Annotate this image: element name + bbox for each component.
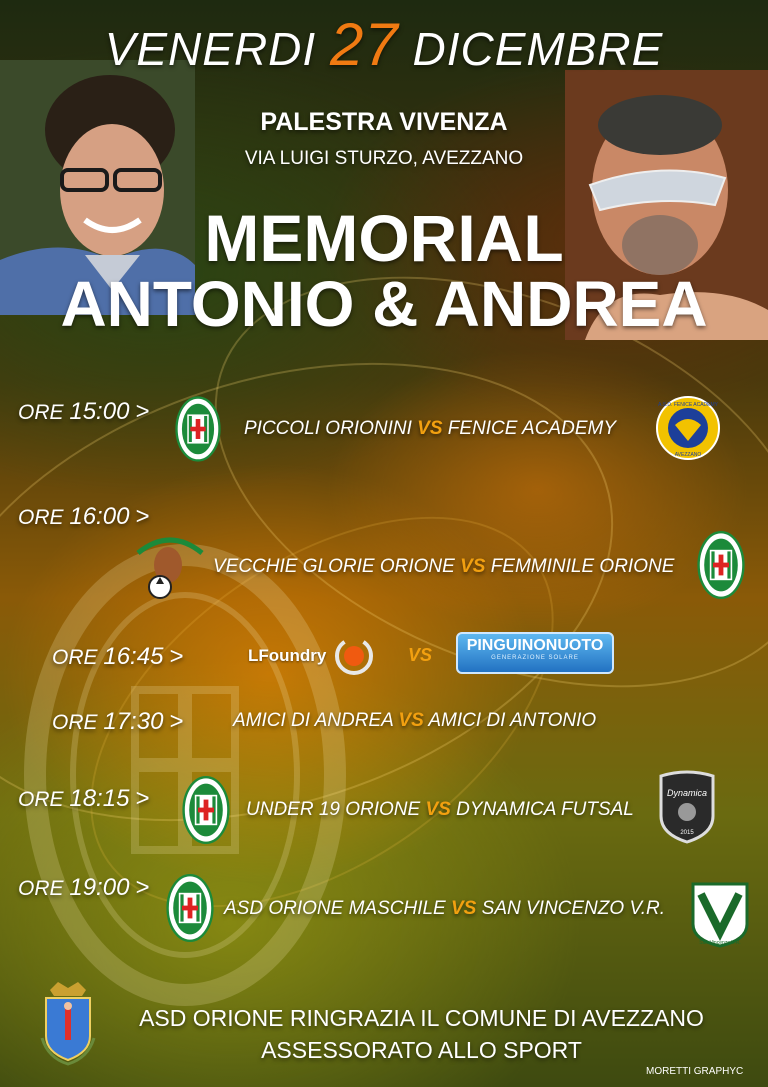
fenice-top-text: A.S.D. FENICE ACADEMY xyxy=(657,402,719,408)
match-6 xyxy=(224,898,665,920)
vs-label: VS xyxy=(408,645,433,665)
match-2 xyxy=(213,556,674,578)
match-time-5 xyxy=(18,785,149,813)
vs-label: VS xyxy=(451,898,477,919)
home-team: VECCHIE GLORIE ORIONE xyxy=(213,556,455,577)
designer-credit: MORETTI GRAPHYC xyxy=(646,1066,744,1077)
footer-department: ASSESSORATO ALLO SPORT xyxy=(261,1037,582,1063)
match-time-6 xyxy=(18,874,149,902)
lfoundry-mark-icon xyxy=(332,636,376,676)
fenice-academy-logo xyxy=(655,395,721,461)
pinguinonuoto-subtext: GENERAZIONE SOLARE xyxy=(491,655,579,661)
vecchie-glorie-logo xyxy=(130,527,210,602)
orione-logo xyxy=(166,873,214,943)
home-team: PICCOLI ORIONINI xyxy=(244,418,412,439)
time-value: 17:30 xyxy=(103,708,164,735)
away-team: FEMMINILE ORIONE xyxy=(490,556,675,577)
match-time-4 xyxy=(52,708,183,736)
match-1 xyxy=(244,418,616,440)
venue-address: VIA LUIGI STURZO, AVEZZANO xyxy=(244,148,524,169)
arrow-glyph: > xyxy=(135,503,150,530)
event-title-line1: MEMORIAL xyxy=(204,201,564,275)
dynamica-futsal-logo xyxy=(657,770,717,844)
lfoundry-logo xyxy=(248,636,376,676)
footer-thanks: ASD ORIONE RINGRAZIA IL COMUNE DI AVEZZANO xyxy=(139,1005,704,1031)
pinguinonuoto-logo xyxy=(456,632,614,674)
event-day: VENERDI xyxy=(104,23,317,75)
ore-label: ORE xyxy=(52,646,98,669)
dynamica-year-text: 2015 xyxy=(680,830,694,836)
ore-label: ORE xyxy=(18,788,64,811)
san-vincenzo-logo xyxy=(687,880,753,948)
san-vincenzo-name-text: San Vincenzo V.R. xyxy=(699,940,741,946)
vs-label: VS xyxy=(425,799,451,820)
arrow-glyph: > xyxy=(169,708,184,735)
arrow-glyph: > xyxy=(135,785,150,812)
away-team: AMICI DI ANTONIO xyxy=(428,710,597,731)
lfoundry-text: LFoundry xyxy=(248,646,327,665)
event-month: DICEMBRE xyxy=(412,23,664,75)
ore-label: ORE xyxy=(18,877,64,900)
match-5 xyxy=(246,799,634,821)
vs-label: VS xyxy=(398,710,424,731)
home-team: ASD ORIONE MASCHILE xyxy=(224,898,446,919)
home-team: UNDER 19 ORIONE xyxy=(246,799,421,820)
arrow-glyph: > xyxy=(135,874,150,901)
orione-logo xyxy=(182,775,230,845)
orione-logo xyxy=(697,530,745,600)
home-team: AMICI DI ANDREA xyxy=(233,710,394,731)
time-value: 16:00 xyxy=(69,503,130,530)
arrow-glyph: > xyxy=(169,643,184,670)
ore-label: ORE xyxy=(18,401,64,424)
time-value: 19:00 xyxy=(69,874,130,901)
away-team: FENICE ACADEMY xyxy=(447,418,616,439)
venue-name: PALESTRA VIVENZA xyxy=(260,108,508,136)
ore-label: ORE xyxy=(52,711,98,734)
dynamica-name-text: Dynamica xyxy=(666,788,708,798)
orione-logo xyxy=(175,396,221,462)
away-team: DYNAMICA FUTSAL xyxy=(456,799,634,820)
away-team: SAN VINCENZO V.R. xyxy=(481,898,665,919)
match-time-1 xyxy=(18,398,149,426)
event-date-number: 27 xyxy=(329,11,399,78)
vs-label: VS xyxy=(460,556,486,577)
time-value: 15:00 xyxy=(69,398,130,425)
time-value: 18:15 xyxy=(69,785,130,812)
match-time-3 xyxy=(52,643,183,671)
event-date xyxy=(0,10,768,79)
vs-label: VS xyxy=(417,418,443,439)
time-value: 16:45 xyxy=(103,643,164,670)
arrow-glyph: > xyxy=(135,398,150,425)
pinguinonuoto-text: PINGUINONUOTO xyxy=(466,637,604,654)
ore-label: ORE xyxy=(18,506,64,529)
fenice-bottom-text: AVEZZANO xyxy=(674,452,702,458)
match-4 xyxy=(233,710,596,732)
match-3-vs xyxy=(408,645,432,666)
event-title-line2: ANTONIO & ANDREA xyxy=(60,268,708,340)
